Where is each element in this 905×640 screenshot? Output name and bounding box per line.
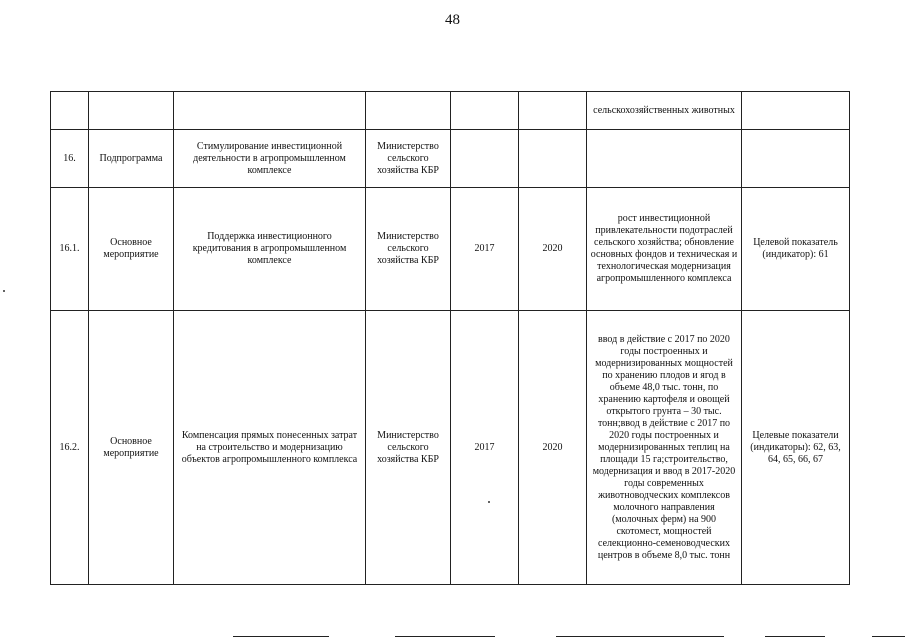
cell-result: ввод в действие с 2017 по 2020 годы построенных и модернизированных мощностей по хранению плодов и ягод в объеме 48,0 тыс. тонн, по хранению картофеля и овощей открытого грунта – 30 тыс. тонн;ввод в действие с 2017 по 2020 годы построенных и модернизированных теплиц на площади 15 га;строительство, модернизация и ввод в 2017-2020 годы современных животноводческих комплексов молочного направления (молочных ферм) на 900 скотомест, мощностей селекционно-семеноводческих центров в объеме 8,0 тыс. тонн	[587, 311, 742, 585]
program-table	[50, 91, 850, 585]
cell-start: 2017	[451, 188, 519, 311]
cell-num	[51, 92, 89, 130]
scan-speck	[488, 501, 490, 503]
cell-end	[519, 130, 587, 188]
cell-type: Основное мероприятие	[89, 188, 174, 311]
cell-start	[451, 130, 519, 188]
cell-start: 2017	[451, 311, 519, 585]
cell-end	[519, 92, 587, 130]
table-row	[51, 130, 850, 188]
fold-mark	[765, 636, 825, 637]
cell-type: Основное мероприятие	[89, 311, 174, 585]
cell-result: сельскохозяйственных животных	[587, 92, 742, 130]
cell-end: 2020	[519, 311, 587, 585]
cell-name: Компенсация прямых понесенных затрат на строительство и модернизацию объектов агропромышленного комплекса	[174, 311, 366, 585]
cell-name: Поддержка инвестиционного кредитования в агропромышленном комплексе	[174, 188, 366, 311]
cell-executor: Министерство сельского хозяйства КБР	[366, 130, 451, 188]
scan-speck	[3, 290, 5, 292]
cell-result: рост инвестиционной привлекательности подотраслей сельского хозяйства; обновление основных фондов и техническая и технологическая модернизация агропромышленного комплекса	[587, 188, 742, 311]
cell-indicator: Целевой показатель (индикатор): 61	[742, 188, 850, 311]
cell-executor: Министерство сельского хозяйства КБР	[366, 311, 451, 585]
table-row	[51, 311, 850, 585]
cell-type	[89, 92, 174, 130]
fold-mark	[395, 636, 495, 637]
cell-executor: Министерство сельского хозяйства КБР	[366, 188, 451, 311]
cell-indicator: Целевые показатели (индикаторы): 62, 63, 64, 65, 66, 67	[742, 311, 850, 585]
cell-start	[451, 92, 519, 130]
fold-mark	[233, 636, 329, 637]
cell-num: 16.2.	[51, 311, 89, 585]
cell-indicator	[742, 92, 850, 130]
cell-end: 2020	[519, 188, 587, 311]
cell-type: Подпрограмма	[89, 130, 174, 188]
cell-indicator	[742, 130, 850, 188]
table-row-continuation	[51, 92, 850, 130]
table-row	[51, 188, 850, 311]
cell-name	[174, 92, 366, 130]
fold-mark	[872, 636, 905, 637]
cell-result	[587, 130, 742, 188]
fold-mark	[556, 636, 724, 637]
cell-name: Стимулирование инвестиционной деятельности в агропромышленном комплексе	[174, 130, 366, 188]
cell-num: 16.1.	[51, 188, 89, 311]
page-number: 48	[445, 12, 460, 28]
cell-num: 16.	[51, 130, 89, 188]
cell-executor	[366, 92, 451, 130]
